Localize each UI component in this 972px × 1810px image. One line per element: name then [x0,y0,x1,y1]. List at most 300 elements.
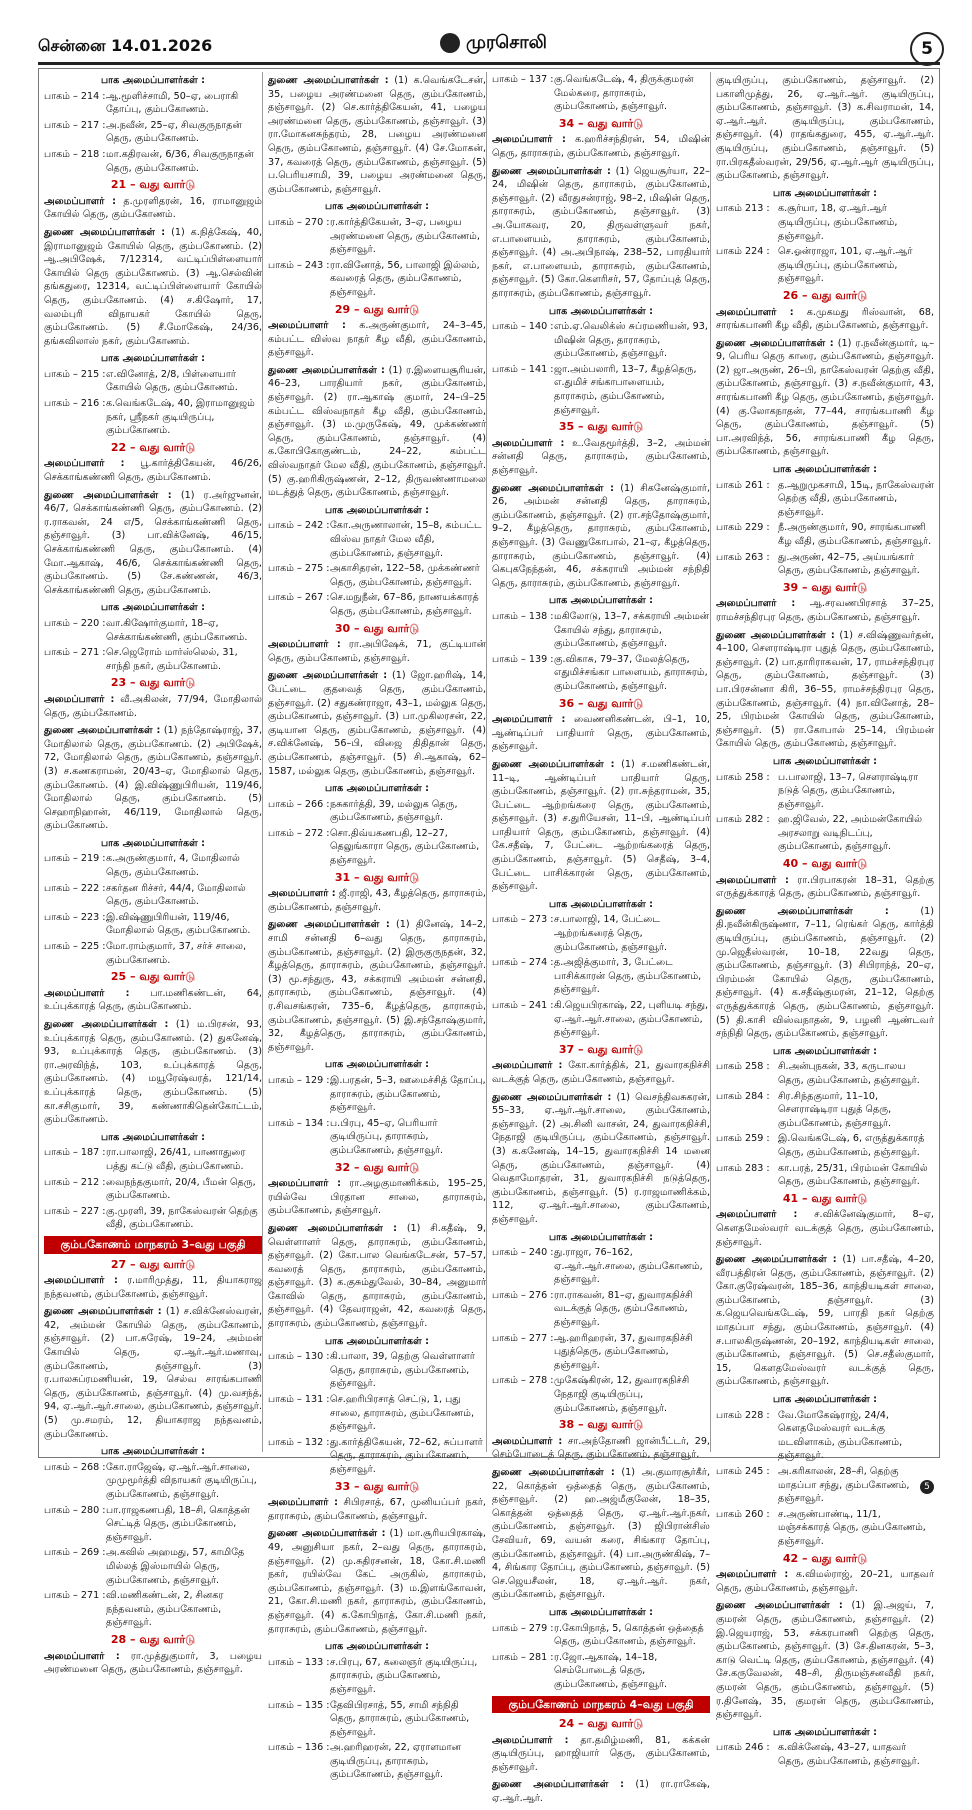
booth-list [268,1074,486,1158]
booth-list [268,1350,486,1476]
booth-number: பாகம் – 243 : [268,259,330,271]
organiser-text: ஆ.சரவணபிரசாத் 37–25, ராமச்சந்திரபுர தெரு, கும்பகோணம், தஞ்சாவூர். [716,598,934,623]
organiser-entry [492,437,710,478]
booth-list [44,1146,262,1232]
booth-number: பாகம் 246 : [716,1742,770,1754]
booth-number: பாகம் – 132 : [268,1436,330,1448]
booth-row [716,813,934,854]
organiser-label: அமைப்பாளர் : [44,458,125,470]
organiser-entry [492,133,710,160]
organiser-text: ர.மாரிமுத்து, 11, தியாகராஜ நந்தவனம், கும்பகோணம், தஞ்சாவூர். [44,1275,262,1300]
deputy-entry [716,337,934,459]
ward-heading: 32 – வது வார்டு [334,1160,420,1174]
deputy-text: (1) மா.சூரியபிரகாஷ், 49, அனுசியா நகர், 2–வது தெரு, தாராசுரம், தஞ்சாவூர். (2) மு.சுதிரசனன், 18, கோ.சி.மணி நகர், ரயில்வே கேட் அருகில், தாராசுரம், கும்பகோணம், தஞ்சாவூர். (3) ம.இளங்கோவன், 21, கோ.சி.மணி நகர், தாராசுரம், கும்பகோணம், தஞ்சாவூர். (4) க.கோபிநாத், கோ.சி.மணி நகர், தாராசுரம், கும்பகோணம், தஞ்சாவூர். [268,1528,486,1635]
booth-row [268,562,486,589]
ward-heading: 30 – வது வார்டு [334,621,420,635]
deputy-label: துணை அமைப்பாளர்கள் : [268,670,388,682]
booth-row [716,1741,934,1768]
ward-heading: 25 – வது வார்டு [110,970,196,984]
booth-number: பாகம் – 274 : [492,957,554,969]
organiser-entry [268,319,486,360]
deputy-label: துணை அமைப்பாளர்கள் : [268,364,385,376]
booth-number: பாகம் 258 : [716,771,770,783]
deputy-entry [268,364,486,500]
booth-row [492,1622,710,1649]
organiser-text: ரா.பிரபாகரன் 18–31, தெற்கு எருத்துக்காரத் தெரு, கும்பகோணம், தஞ்சாவூர். [716,874,934,900]
booth-row [492,363,710,417]
deputy-label: துணை அமைப்பாளர்கள் : [492,1091,612,1103]
deputy-label: துணை அமைப்பாளர்கள் : [492,482,614,494]
deputy-label: துணை அமைப்பாளர்கள் : [492,1779,624,1791]
booth-person: வே.மோகேஷ்ராஜ், 24/4, கௌதமேஸ்வரர் வடக்கு மடவிளாகம், கும்பகோணம், தஞ்சாவூர். [778,1409,903,1462]
booth-person: ர.கார்த்திகேயன், 3–ஏ, பழைய அரண்மனை தெரு, கும்பகோணம், தஞ்சாவூர். [330,216,480,256]
column-2 [268,72,486,1784]
column-divider [710,72,711,1452]
booth-number: பாகம் – 277 : [492,1332,554,1344]
booth-number: பாகம் 228 : [716,1409,770,1421]
booth-row [268,519,486,560]
deputy-entry [44,489,262,598]
booth-person: மகிலோடு, 13–7, சக்கராயி அம்மன் கோயில் சந்து, தாராசுரம், கும்பகோணம், தஞ்சாவூர். [554,610,710,650]
booth-list [716,1060,934,1188]
deputy-entry [268,918,486,1054]
deputy-entry [268,1222,486,1331]
booth-row [268,1699,486,1740]
booth-number: பாகம் – 266 : [268,798,330,810]
booth-row [492,653,710,694]
deputy-text: (1) க.வெங்கடேசன், 35, பழைய அரண்மனை தெரு, கும்பகோணம், தஞ்சாவூர். (2) செ.கார்த்திகேயன், 41, பழைய அரண்மனை தெரு, கும்பகோணம், தஞ்சாவூர். (3) ரா.மோகனசுந்தரம், 28, பழைய அரண்மனை தெரு, கும்பகோணம், தஞ்சாவூர். (4) சே.மோகன், 37, கவரைத் தெரு, கும்பகோணம், தஞ்சாவூர். (5) ப.பெரியசாமி, 39, பழைய அரண்மனை தெரு, கும்பகோணம், தஞ்சாவூர். [268,75,486,195]
booth-person: க.அருண்குமார், 4, மோதிலால் தெரு, கும்பகோணம். [106,853,240,879]
section-heading: பாக அமைப்பாளர்கள் : [100,837,206,849]
booth-person: ச.பிரபு, 67, கலைஞர் குடியிருப்பு, தாராசுரம், கும்பகோணம், தஞ்சாவூர். [330,1656,478,1695]
booth-list [268,798,486,868]
booth-person: இ.பரதன், 5–3, ஊமைச்சித் தோப்பு, தாராசுரம், கும்பகோணம், தஞ்சாவூர். [330,1074,486,1114]
deputy-label: துணை அமைப்பாளர்கள் : [716,905,889,917]
deputy-text: (1) அ.குமாரசூர்கீர், 22, கொத்தன் ஒத்தைத் தெரு, கும்பகோணம், தஞ்சாவூர். (2) ஹ.அஜ்மீகுலேன், 18–35, கொத்தன் ஒத்தைத் தெரு, ஏ.ஆர்.ஆர்.நகர், கும்பகோணம், தஞ்சாவூர். (3) ஜிபிரான்சிஸ் சேவியர், 69, வயன் கரை, சிங்கார தோப்பு, கும்பகோணம், தஞ்சாவூர். (4) பா.அருண்கிஷ், 7–4, சிங்கார தோப்பு, கும்பகோணம், தஞ்சாவூர். (5) செ.ஜெயசீலன், 18, ஏ.ஆர்.ஆர். நகர், கும்பகோணம், தஞ்சாவூர். [492,1467,710,1601]
booth-number: பாகம் – 240 : [492,1247,554,1259]
booth-person: சி.அன்புநகன், 33, கருடாலய தெரு, கும்பகோணம், தஞ்சாவூர். [778,1061,920,1086]
deputy-label: துணை அமைப்பாளர்கள் : [492,165,611,177]
booth-row [268,1656,486,1697]
organiser-text: ஜீ.ராஜி, 43, கீழத்தெரு, தாராசுரம், கும்பகோணம், தஞ்சாவூர். [268,888,486,913]
booth-number: பாகம் – 268 : [44,1461,106,1473]
booth-row [492,73,710,114]
deputy-label: துணை அமைப்பாளர்கள் : [268,75,389,86]
booth-row [44,1589,262,1630]
booth-number: பாகம் – 272 : [268,827,330,839]
ward-heading: 35 – வது வார்டு [558,420,644,434]
booth-row [492,1651,710,1692]
organiser-entry [44,693,262,720]
deputy-label: துணை அமைப்பாளர்கள் : [44,1019,169,1030]
organiser-label: அமைப்பாளர் : [716,1569,789,1581]
booth-row [492,610,710,651]
organiser-entry [492,713,710,754]
booth-number: பாகம் – 187 : [44,1147,106,1159]
deputy-entry [716,1599,934,1721]
organiser-text: பா.மணிகண்டன், 64, உப்புக்காரத் தெரு, கும்பகோணம். [44,987,262,1013]
booth-person: வா.கிஷோர்குமார், 18–ஏ, செக்காங்கண்ணி, கும்பகோணம். [106,617,248,643]
deputy-entry [44,724,262,833]
booth-row [268,1436,486,1477]
booth-row [44,119,262,146]
booth-row [44,397,262,438]
booth-person: மா.கதிரவன், 6/36, சிவகுருநாதன் தெரு, கும்பகோணம். [106,148,254,174]
deputy-label: துணை அமைப்பாளர்கள் : [44,489,172,501]
deputy-entry [268,74,486,196]
organiser-label: அமைப்பாளர் : [716,598,796,610]
booth-list [492,320,710,417]
ward-heading: 24 – வது வார்டு [558,1717,644,1731]
ward-heading: 37 – வது வார்டு [558,1042,644,1056]
booth-person: க.சூர்யா, 18, ஏ.ஆர்.ஆர் குடியிருப்பு, கும்பகோணம், தஞ்சாவூர். [778,203,898,242]
elephant-icon [440,33,460,53]
ward-heading: 27 – வது வார்டு [110,1257,196,1271]
booth-person: த.அஜித்குமார், 3, பேட்டை பாசிக்காரன் தெரு, கும்பகோணம், தஞ்சாவூர். [554,957,702,996]
booth-person: ச.அருண்பாண்டி, 11/1, மஞ்சக்காரத் தெரு, கும்பகோணம், தஞ்சாவூர். [778,1508,926,1547]
deputy-label: துணை அமைப்பாளர்கள் : [44,1306,162,1318]
section-heading: பாக அமைப்பாளர்கள் : [548,1231,654,1243]
booth-number: பாகம் 224 : [716,246,770,258]
booth-number: பாகம் – 139 : [492,653,554,665]
booth-number: பாகம் – 218 : [44,148,106,160]
section-heading: பாக அமைப்பாளர்கள் : [324,1641,430,1653]
booth-number: பாகம் – 138 : [492,610,554,622]
booth-person: எ.வினோத், 2/8, பிள்ளையார் கோயில் தெரு, கும்பகோணம். [106,368,238,394]
ward-heading: 21 – வது வார்டு [110,178,196,192]
section-heading: பாக அமைப்பாளர்கள் : [324,504,430,516]
organiser-entry [268,1177,486,1218]
ward-heading: 36 – வது வார்டு [558,696,644,710]
booth-row [44,1461,262,1502]
column-divider [486,72,487,1452]
section-heading: பாக அமைப்பாளர்கள் : [100,1131,206,1143]
booth-list [44,1461,262,1630]
deputy-text: (1) இ.அஜய், 7, குமரன் தெரு, கும்பகோணம், தஞ்சாவூர். (2) இ.ஜெயராஜ், 53, சக்கரபாணி தெற்கு தெரு, கும்பகோணம், தஞ்சாவூர். (3) சே.தினகரன், 5–3, காடு வெட்டி தெரு, கும்பகோணம், தஞ்சாவூர். (4) சே.கருவேலன், 48–சி, திருமஞ்சனவீதி நகர், குமரன் தெரு, கும்பகோணம், தஞ்சாவூர். (5) ர.தினேஷ், 35, குமரன் தெரு, கும்பகோணம், தஞ்சாவூர். [716,1600,934,1721]
organiser-label: அமைப்பாளர் : [492,437,565,449]
booth-person: முகேஷ்கிரன், 12, துவாரகநிச்சி நேதாஜி குடியிருப்பு, கும்பகோணம், தஞ்சாவூர். [554,1375,690,1414]
booth-row [716,1409,934,1463]
booth-person: ஜா.அம்பலாரி, 13–7, கீழத்தெரு, எ.துமிச் சங்காபாளையம், தாராசுரம், கும்பகோணம், தஞ்சாவூர். [554,363,697,416]
organiser-text: உ.வேதமூர்த்தி, 3–2, அம்மன் சன்னதி தெரு, தாராசுரம், கும்பகோணம், தஞ்சாவூர். [492,437,710,477]
deputy-entry [492,165,710,301]
column-1 [44,72,262,1681]
booth-number: பாகம் – 212 : [44,1176,106,1188]
booth-person: வி.மணிகண்டன், 2, சினகர நந்தவனம், கும்பகோணம், தஞ்சாவூர். [106,1590,224,1629]
deputy-entry [492,1466,710,1602]
booth-list [268,1656,486,1782]
organiser-text: க.அருண்குமார், 24–3–45, கம்பட்ட விஸ்வ நாதர் கீழ வீதி, கும்பகோணம், தஞ்சாவூர். [268,320,486,359]
booth-row [716,1132,934,1159]
booth-list [716,479,934,578]
deputy-text: (1) ஜோ.ஹரிஷ், 14, பேட்டை குதவைத் தெரு, கும்பகோணம், தஞ்சாவூர். (2) சதுகண்ராஜா, 43–1, மல்லுக தெரு, கும்பகோணம், தஞ்சாவூர். (3) பா.முகிலரசன், 22, குடியான தெரு, கும்பகோணம், தஞ்சாவூர். (4) ச.விக்னேஷ், 56–பி, விஜை திதிதான் தெரு, கும்பகோணம், தஞ்சாவூர். (5) சி.ஆகாஷ், 62–1587, மல்லுக தெரு, கும்பகோணம், தஞ்சாவூர். [268,670,486,777]
deputy-label: துணை அமைப்பாளர்கள் : [268,1528,386,1540]
booth-number: பாகம் – 267 : [268,592,330,604]
booth-person: கோ.அருணாலான், 15–8, கம்பட்ட விஸ்வ நாதர் மேல வீதி, கும்பகோணம், தஞ்சாவூர். [330,520,482,559]
booth-number: பாகம் 283 : [716,1162,770,1174]
organiser-entry [44,987,262,1014]
organiser-label: அமைப்பாளர் : [716,874,789,886]
booth-person: அ.கரிகாலன், 28–சி, தெற்கு மாதப்பா சந்து, கும்பகோணம், தஞ்சாவூர். [778,1466,910,1505]
booth-row [716,479,934,520]
page-number: 5 [910,32,944,66]
booth-person: து.அருண், 42–75, அய்யங்கார் தெரு, கும்பகோணம், தஞ்சாவூர். [778,551,920,577]
booth-row [44,368,262,395]
organiser-text: சிபிரசாத், 67, முனியப்பர் நகர், தாராசுரம், கும்பகோணம், தஞ்சாவூர். [268,1497,486,1522]
organiser-entry [44,195,262,222]
deputy-text: (1) வெசந்திவசுகரன், 55–33, ஏ.ஆர்.ஆர்.சாலை, கும்பகோணம், தஞ்சாவூர். (2) அ.சினி வாசன், 24, துவாரகநிச்சி, நேதாஜி குடியிருப்பு, கும்பகோணம், தஞ்சாவூர். (3) க.கணேஷ், 14–15, துவாரகநிச்சி 14 மனை தெரு, கும்பகோணம், தஞ்சாவூர். (4) வெதாமோதரன், 31, துவாரகநிச்சி நடுத்தெரு, கும்பகோணம், தஞ்சாவூர். (5) ர.ராஜமாணிக்கம், 112, ஏ.ஆர்.ஆர்.சாலை, கும்பகோணம், தஞ்சாவூர். [492,1091,710,1225]
booth-number: பாகம் – 131 : [268,1394,330,1406]
booth-person: ர.ஜோ.ஆகாஷ், 14–18, செம்போடைத் தெரு, கும்பகோணம், தஞ்சாவூர். [554,1651,668,1690]
deputy-entry [492,482,710,591]
booth-person: சிர.சிந்தகுமார், 11–10, சௌராஷ்டிரா புதுத் தெரு, கும்பகோணம், தஞ்சாவூர். [778,1090,892,1129]
section-heading: பாக அமைப்பாளர்கள் : [100,75,206,86]
booth-list [492,610,710,694]
booth-number: பாகம் 284 : [716,1090,770,1102]
deputy-label: துணை அமைப்பாளர்கள் : [716,1254,837,1266]
booth-person: ர.கோபிநாத், 5, கொத்தன் ஒத்தைத் தெரு, கும்பகோணம், தஞ்சாவூர். [554,1622,704,1648]
booth-list [492,1622,710,1692]
organiser-label: அமைப்பாளர் : [492,1734,569,1746]
deputy-text: (1) சி.கதீஷ், 9, வெள்ளாளர் தெரு, தாராசுரம், கும்பகோணம், தஞ்சாவூர். (2) கோ.பால வெங்கடேசன், 57–57, கவரைத் தெரு, தாராசுரம், கும்பகோணம், தஞ்சாவூர். (3) க.குசும்துவேல், 30–84, அனுமார் கோவில் தெரு, தாராசுரம், கும்பகோணம், தஞ்சாவூர். (4) தேவராஜன், 42, கவரைத் தெரு, தாராசுரம், கும்பகோணம், தஞ்சாவூர். [268,1222,486,1330]
booth-row [44,148,262,175]
booth-number: பாகம் – 137 : [492,74,554,85]
organiser-entry [492,1059,710,1086]
booth-number: பாகம் – 279 : [492,1622,554,1634]
section-heading: பாக அமைப்பாளர்கள் : [548,595,654,607]
booth-row [268,1741,486,1782]
booth-row [492,913,710,954]
organiser-text: சா.அந்தோணி ஜான்பீட்டர், 29, செம்போடைத் தெரு, கும்பகோணம், தஞ்சாவூர். [492,1435,710,1461]
section-heading: பாக அமைப்பாளர்கள் : [100,353,206,365]
deputy-entry [716,1253,934,1389]
booth-person: ச.பாலாஜி, 14, பேட்டை ஆற்றங்கரைத் தெரு, கும்பகோணம், தஞ்சாவூர். [554,914,668,953]
booth-row [716,202,934,243]
organiser-label: அமைப்பாளர் : [492,134,566,146]
booth-number: பாகம் 261 : [716,479,770,491]
booth-row [716,1162,934,1189]
ward-heading: 23 – வது வார்டு [110,676,196,690]
deputy-label: துணை அமைப்பாளர்கள் : [716,1600,843,1612]
organiser-text: ச.விக்னேஷ்குமார், 8–ஏ, கௌதமேஸ்வரர் வடக்குத் தெரு, கும்பகோணம், தஞ்சாவூர். [716,1209,934,1248]
booth-row [44,911,262,938]
organiser-text: த.முரளிதரன், 16, ராமானுஜம் கோயில் தெரு, கும்பகோணம். [44,195,262,221]
booth-row [44,1546,262,1587]
organiser-text: ரா.அபிஷேக், 71, குட்டியான் தெரு, கும்பகோணம், தஞ்சாவூர். [268,639,486,664]
organiser-label: அமைப்பாளர் : [716,1209,798,1221]
organiser-text: கோ.கார்த்திக், 21, துவாரகநிச்சி வடக்குத் தெரு, கும்பகோணம், தஞ்சாவூர். [492,1060,710,1085]
deputy-text: (1) ர.நவீன்குமார், டி–9, பெரிய தெரு காரை, கும்பகோணம், தஞ்சாவூர். (2) ஜா.அருண், 26–பி, நாகேஸ்வரன் தெற்கு வீதி, கும்பகோணம், தஞ்சாவூர். (3) ச.நவீன்குமார், 43, சாரங்கபாணி கீழ தெரு, கும்பகோணம், தஞ்சாவூர். (4) கு.லோகநாதன், 77–44, சாரங்கபாணி கீழ தெரு, கும்பகோணம், தஞ்சாவூர். (5) பா.அரவிந்த், 56, சாரங்கபாணி கீழ தெரு, கும்பகோணம், தஞ்சாவூர். [716,337,934,458]
ward-heading: 29 – வது வார்டு [334,302,420,316]
booth-person: க.விக்னேஷ், 43–27, யாதவர் தெரு, கும்பகோணம், தஞ்சாவூர். [778,1742,920,1767]
booth-row [44,1146,262,1173]
deputy-label: துணை அமைப்பாளர்கள் : [268,1222,397,1234]
booth-number: பாகம் – 276 : [492,1289,554,1301]
booth-person: த.ஆறுமுகசாமி, 15டி, நாகேஸ்வரன் தெற்கு வீதி, கும்பகோணம், தஞ்சாவூர். [778,479,934,518]
booth-person: ஆ.ஹரிஹரன், 37, துவாரகநிச்சி புதுத்தெரு, கும்பகோணம், தஞ்சாவூர். [554,1332,693,1371]
booth-list [44,90,262,176]
organiser-label: அமைப்பாளர் : [492,714,566,726]
deputy-text: (1) பா.சதீஷ், 4–20, வீரபத்திரன் தெரு, கும்பகோணம், தஞ்சாவூர். (2) கோ.குரேஷ்வரன், 185–36, காந்தியடிகள் சாலை, கும்பகோணம், தஞ்சாவூர். (3) க.ஜெயவெங்கடேஷ், 59, பாரதி நகர் தெற்கு மாதப்பா சந்து, கும்பகோணம், தஞ்சாவூர். (4) ச.பாலகிருஷ்ணன், 20–192, காந்தியடிகள் சாலை, கும்பகோணம், தஞ்சாவூர். (5) செ.சதீஸ்குமார், 15, கௌதமேஸ்வரர் வடக்குத் தெரு, கும்பகோணம், தஞ்சாவூர். [716,1254,934,1388]
section-heading: பாக அமைப்பாளர்கள் : [324,1059,430,1071]
deputy-entry [492,1778,710,1805]
organiser-entry [268,1496,486,1523]
booth-row [492,1289,710,1330]
page-badge: 5 [920,1480,934,1494]
booth-number: பாகம் – 136 : [268,1742,330,1754]
booth-list [716,771,934,855]
booth-person: ஹ.ஜிவேல், 22, அம்மன்கோயில் அரசலாறு வடிநிடப்பு, கும்பகோணம், தஞ்சாவூர். [778,814,923,853]
booth-row [44,1205,262,1232]
header-rule [38,62,940,65]
booth-person: இ.விஷ்ணுபிரியன், 119/46, மோதிலால் தெரு, கும்பகோணம். [106,911,251,937]
booth-person: நீ.அருண்குமார், 90, சாரங்கபாணி கீழ வீதி, கும்பகோணம், தஞ்சாவூர். [778,522,932,547]
booth-number: பாகம் – 278 : [492,1375,554,1387]
masthead-logo [440,32,547,55]
organiser-entry [44,457,262,484]
section-heading: பாக அமைப்பாளர்கள் : [324,783,430,795]
booth-person: சொ.திவ்யகணபதி, 12–27, தெலுங்காரா தெரு, கும்பகோணம், தஞ்சாவூர். [330,827,480,867]
organiser-entry [716,1568,934,1595]
organiser-entry [716,306,934,333]
organiser-entry [44,1650,262,1677]
organiser-text: ரா.அழகுமாணிக்கம், 195–25, ரயில்வே பிரதான சாலை, தாராசுரம், கும்பகோணம், தஞ்சாவூர். [268,1178,486,1217]
booth-number: பாகம் – 225 : [44,941,106,953]
booth-number: பாகம் – 219 : [44,853,106,865]
deputy-entry [44,1305,262,1441]
booth-number: பாகம் – 271 : [44,1590,106,1602]
section-heading: பாக அமைப்பாளர்கள் : [324,1335,430,1347]
masthead [0,0,972,60]
ward-heading: 22 – வது வார்டு [110,440,196,454]
deputy-entry [268,669,486,778]
organiser-label: அமைப்பாளர் : [268,639,341,651]
booth-row [492,320,710,361]
booth-person: ரா.பாலாஜி, 26/41, பாணாதுரை பத்து கட்டு வீதி, கும்பகோணம். [106,1147,246,1172]
booth-person: செ.மநுநீன், 67–86, நாணயக்காரத் தெரு, கும்பகோணம், தஞ்சாவூர். [330,592,479,617]
booth-number: பாகம் – 140 : [492,321,554,333]
booth-person: மோ.ராம்குமார், 37, சர்ச் சாலை, கும்பகோணம். [106,941,247,966]
organiser-entry [492,1734,710,1775]
booth-row [44,852,262,879]
deputy-entry [492,758,710,894]
booth-row [492,1374,710,1415]
booth-person: க.வெங்கடேஷ், 40, இராமானுஜம் நகர், ஸ்ரீநகர் குடியிருப்பு, கும்பகோணம். [106,398,255,437]
organiser-entry [492,1435,710,1462]
deputy-text: (1) ரா.ராகேஷ், ஏ.ஆர்.ஆர். [492,1779,710,1805]
booth-number: பாகம் – 275 : [268,563,330,575]
column-3 [492,72,710,1810]
organiser-text: பூ.கார்த்திகேயன், 46/26, செக்காங்கண்ணி தெரு, கும்பகோணம். [44,458,262,484]
section-heading: பாக அமைப்பாளர்கள் : [548,305,654,317]
booth-number: பாகம் 229 : [716,522,770,534]
booth-row [268,1074,486,1115]
section-heading: பாக அமைப்பாளர்கள் : [548,1606,654,1618]
booth-number: பாகம் – 281 : [492,1651,554,1663]
booth-person: ஆ.மூளிச்சாமி, 50–ஏ, பைராகி தோப்பு, கும்பகோணம். [106,90,239,116]
booth-person: எம்.ஏ.வெலிக்ஸ் சுப்ரமணியன், 93, மிஷின் தெரு, தாராசுரம், கும்பகோணம், தஞ்சாவூர். [554,321,708,360]
booth-row [268,1117,486,1158]
booth-row [492,999,710,1040]
section-banner: கும்பகோணம் மாநகரம் 3–வது பகுதி [44,1236,262,1254]
booth-number: பாகம் 258 : [716,1061,770,1073]
section-heading: பாக அமைப்பாளர்கள் : [324,201,430,213]
booth-list [716,1409,934,1549]
deputy-text: (1) ஜெயசூர்யா, 22–24, மிஷின் தெரு, தாராசுரம், கும்பகோணம், தஞ்சாவூர். (2) வீரதுசன்ராஜ், 98–2, மிஷின் தெரு, தாராசுரம், கும்பகோணம், தஞ்சாவூர். (3) அ.யோகவர, 20, திருவள்ளுவர் நகர், எ.பாளையம், தாராசுரம், கும்பகோணம், தஞ்சாவூர். (4) அ.அபிநாஷ், 238–52, பாரதியார் நகர், எ.பாளையம், தாராசுரம், கும்பகோணம், தஞ்சாவூர். (5) கோ.கௌரிசர், 57, தோப்புத் தெரு, தாராசுரம், கும்பகோணம், தஞ்சாவூர். [492,165,710,299]
booth-number: பாகம் 259 : [716,1133,770,1145]
deputy-label: துணை அமைப்பாளர்கள் : [716,629,835,641]
booth-number: பாகம் 282 : [716,814,770,826]
booth-row [716,245,934,286]
booth-row [268,591,486,618]
section-heading: பாக அமைப்பாளர்கள் : [772,187,878,199]
deputy-text: (1) ச.மணிகண்டன், 11–டி, ஆண்டிப்பர் பாதியார் தெரு, கும்பகோணம், தஞ்சாவூர். (2) ரா.சுந்தராமன், 35, பேட்டை ஆற்றங்கரை தெரு, கும்பகோணம், தஞ்சாவூர். (3) ச.துரியேசன், 11–பி, ஆண்டிப்பர் பாதியார் தெரு, கும்பகோணம், தஞ்சாவூர். (4) கே.சதீஷ், 7, பேட்டை ஆற்றங்கரைத் தெரு, கும்பகோணம், தஞ்சாவூர். (5) செதீஷ், 3–4, பேட்டை பாசிக்காரன் தெரு, கும்பகோணம், தஞ்சாவூர். [492,758,710,893]
deputy-label: துணை அமைப்பாளர்கள் : [716,337,834,349]
booth-person: நசுகார்த்தி, 39, மல்லுக தெரு, கும்பகோணம், தஞ்சாவூர். [330,798,458,824]
booth-person: இ.வெங்கடேஷ், 6, எருத்துக்காரத் தெரு, கும்பகோணம், தஞ்சாவூர். [778,1133,925,1158]
booth-person: வைநந்தகுமார், 20/4, பீமன் தெரு, கும்பகோணம். [106,1176,256,1202]
deputy-label: துணை அமைப்பாளர்கள் : [492,1467,615,1478]
booth-list [492,1246,710,1415]
organiser-text: க.ஹரிச்சந்திரன், 54, மிஷின் தெரு, தாராசுரம், கும்பகோணம், தஞ்சாவூர். [492,134,710,159]
organiser-entry [716,874,934,901]
ward-heading: 26 – வது வார்டு [782,288,868,302]
section-heading: பாக அமைப்பாளர்கள் : [772,1394,878,1406]
booth-number: பாகம் – 269 : [44,1547,106,1559]
organiser-text: தா.தமிழ்மணி, 81, கக்கன் குடியிருப்பு, ஹாஜியார் தெரு, கும்பகோணம், தஞ்சாவூர். [492,1734,710,1773]
booth-person: செ.ஜெரோம் மார்ஸ்லெல், 31, சாந்தி நகர், கும்பகோணம். [106,647,238,672]
booth-list [44,368,262,438]
booth-number: பாகம் 245 : [716,1466,770,1477]
booth-person: து.கார்த்திகேயன், 72–62, சுப்பாளர் தெரு, தாராசுரம், கும்பகோணம், தஞ்சாவூர். [330,1436,483,1475]
organiser-text: வீ.அகிலன், 77/94, மோதிலால் தெரு, கும்பகோணம். [44,693,262,719]
organiser-text: வைணனிகண்டன், பி–1, 10, ஆண்டிப்பர் பாதியார் தெரு, கும்பகோணம், தஞ்சாவூர். [492,714,710,753]
organiser-label: அமைப்பாளர் : [44,693,115,705]
booth-number: பாகம் – 141 : [492,363,554,375]
organiser-label: அமைப்பாளர் : [44,987,130,999]
booth-list [492,73,710,114]
organiser-label: அமைப்பாளர் : [268,320,346,332]
booth-number: பாகம் – 227 : [44,1205,106,1217]
booth-number: பாகம் – 270 : [268,216,330,228]
booth-number: பாகம் – 130 : [268,1351,330,1363]
ward-heading: 41 – வது வார்டு [782,1191,868,1205]
booth-person: து.ராஜா, 76–162, ஏ.ஆர்.ஆர்.சாலை, கும்பகோணம், தஞ்சாவூர். [554,1247,703,1286]
ward-heading: 28 – வது வார்டு [110,1632,196,1646]
section-heading: பாக அமைப்பாளர்கள் : [772,1726,878,1738]
booth-row [268,798,486,825]
booth-row [492,1332,710,1373]
deputy-label: துணை அமைப்பாளர்கள் : [44,725,161,737]
booth-person: அகாசிதரன், 122–58, முக்கண்ணர் தெரு, கும்பகோணம், தஞ்சாவூர். [330,563,480,588]
organiser-entry [268,887,486,914]
booth-list [268,216,486,300]
booth-number: பாகம் – 215 : [44,368,106,380]
organiser-label: அமைப்பாளர் : [492,1435,563,1447]
deputy-text: (1) ர.இளையசூரியன், 46–23, பாரதியார் நகர், கும்பகோணம், தஞ்சாவூர். (2) ரா.ஆகாஷ் குமார், 24–பி–25 கம்பட்ட விஸ்வநாதர் கீழ வீதி, கும்பகோணம், தஞ்சாவூர். (3) ம.முருகேஷ், 49, முக்கண்ணர் தெரு, கும்பகோணம், தஞ்சாவூர். (4) க.கோபிகோகுண்டம், 24–22, கம்பட்ட விஸ்வநாதர் மேல வீதி, கும்பகோணம், தஞ்சாவூர். (5) கு.ஹரிகிருஷ்ணன், 2–12, திருவண்ணாமலை மடத்துத் தெரு, கும்பகோணம், தஞ்சாவூர். [268,364,486,499]
booth-list [44,617,262,673]
booth-person: அ.ஹரிஹரன், 22, ஏராளமான குடியிருப்பு, தாராசுரம், கும்பகோணம், தஞ்சாவூர். [330,1742,461,1781]
booth-list [492,913,710,1039]
organiser-label: அமைப்பாளர் : [44,1650,120,1662]
organiser-label: அமைப்பாளர் : [268,1497,339,1509]
booth-list [716,202,934,286]
section-heading: பாக அமைப்பாளர்கள் : [772,755,878,767]
booth-list [716,1741,934,1768]
booth-row [268,827,486,868]
booth-number: பாகம் – 133 : [268,1656,330,1668]
organiser-entry [716,597,934,624]
